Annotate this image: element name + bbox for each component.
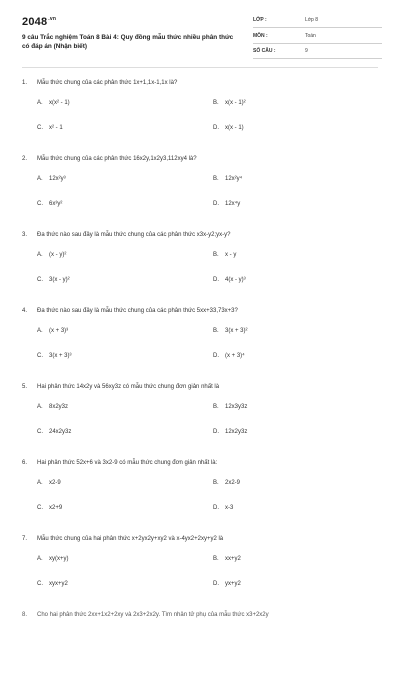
option-a[interactable] bbox=[37, 404, 68, 410]
question-list bbox=[22, 78, 382, 686]
option-c[interactable] bbox=[37, 277, 70, 283]
meta-value: Toán bbox=[305, 32, 316, 39]
option-b[interactable] bbox=[213, 100, 246, 106]
question-stem bbox=[22, 534, 382, 546]
question-text: Hai phân thức 14x2y và 56xy3z có mẫu thức chung đơn giản nhất là bbox=[37, 384, 220, 390]
option-letter: B. bbox=[213, 252, 219, 258]
question-text: Mẫu thức chung của các phân thức 16x2y,1x2y3,112xy4 là? bbox=[37, 156, 197, 162]
meta-value: Lớp 8 bbox=[305, 17, 319, 23]
question-item bbox=[22, 458, 382, 534]
document-header bbox=[22, 16, 382, 58]
option-text: (x + 3)⁴ bbox=[225, 353, 245, 359]
question-number: 2. bbox=[22, 156, 28, 162]
option-d[interactable] bbox=[213, 581, 241, 587]
option-letter: C. bbox=[37, 505, 43, 511]
option-a[interactable] bbox=[37, 100, 70, 106]
question-item-partial bbox=[22, 610, 382, 686]
question-item bbox=[22, 230, 382, 306]
option-text: x(x - 1) bbox=[225, 125, 244, 131]
question-stem bbox=[22, 610, 382, 622]
option-text: x(x² - 1) bbox=[49, 100, 70, 106]
option-d[interactable] bbox=[213, 201, 240, 207]
meta-value: 9 bbox=[305, 48, 308, 54]
option-text: 2x2-9 bbox=[225, 480, 241, 486]
option-b[interactable] bbox=[213, 252, 236, 258]
option-a[interactable] bbox=[37, 328, 68, 334]
option-text: 3(x + 3)³ bbox=[49, 353, 72, 359]
option-letter: D. bbox=[213, 581, 219, 587]
option-text: 3(x + 3)² bbox=[225, 328, 248, 334]
option-d[interactable] bbox=[213, 353, 245, 359]
question-number: 8. bbox=[22, 612, 28, 618]
option-letter: C. bbox=[37, 201, 43, 207]
option-d[interactable] bbox=[213, 429, 247, 435]
question-stem bbox=[22, 230, 382, 242]
meta-row-subject bbox=[253, 32, 382, 44]
option-c[interactable] bbox=[37, 201, 62, 207]
question-stem bbox=[22, 78, 382, 90]
meta-row-class bbox=[253, 16, 382, 28]
question-number: 6. bbox=[22, 460, 28, 466]
option-letter: D. bbox=[213, 429, 219, 435]
option-text: 12x²y⁴ bbox=[225, 176, 243, 182]
option-text: 6x³y² bbox=[49, 201, 63, 207]
option-b[interactable] bbox=[213, 556, 241, 562]
option-letter: D. bbox=[213, 277, 219, 283]
meta-row-count bbox=[253, 47, 382, 59]
option-text: 3(x - y)² bbox=[49, 277, 70, 283]
option-letter: D. bbox=[213, 353, 219, 359]
option-letter: B. bbox=[213, 100, 219, 106]
question-item bbox=[22, 306, 382, 382]
question-text: Đa thức nào sau đây là mẫu thức chung của các phân thức 5xx+33,73x+3? bbox=[37, 308, 238, 314]
option-letter: D. bbox=[213, 201, 219, 207]
option-letter: A. bbox=[37, 556, 43, 562]
option-b[interactable] bbox=[213, 480, 240, 486]
option-text: x2-9 bbox=[49, 480, 61, 486]
option-letter: B. bbox=[213, 556, 219, 562]
question-number: 1. bbox=[22, 80, 28, 86]
option-letter: B. bbox=[213, 480, 219, 486]
option-letter: D. bbox=[213, 125, 219, 131]
question-text: Đa thức nào sau đây là mẫu thức chung của các phân thức x3x-y2;yx-y? bbox=[37, 232, 231, 238]
option-text: 12x3y3z bbox=[225, 404, 248, 410]
question-item bbox=[22, 534, 382, 610]
question-number: 5. bbox=[22, 384, 28, 390]
option-d[interactable] bbox=[213, 125, 244, 131]
option-letter: C. bbox=[37, 277, 43, 283]
question-number: 3. bbox=[22, 232, 28, 238]
option-b[interactable] bbox=[213, 176, 242, 182]
option-letter: C. bbox=[37, 353, 43, 359]
option-b[interactable] bbox=[213, 404, 247, 410]
document-title: 9 câu Trắc nghiệm Toán 8 Bài 4: Quy đồng mẫu thức nhiều phân thức có đáp án (Nhận biết) bbox=[22, 34, 234, 50]
option-c[interactable] bbox=[37, 353, 72, 359]
meta-label: SỐ CÂU : bbox=[253, 48, 276, 54]
question-stem bbox=[22, 154, 382, 166]
logo-tld: .vn bbox=[48, 16, 57, 23]
option-letter: C. bbox=[37, 581, 43, 587]
option-text: yx+y2 bbox=[225, 581, 241, 587]
option-text: 12x⁴y bbox=[225, 201, 241, 207]
option-letter: D. bbox=[213, 505, 219, 511]
option-text: x2+9 bbox=[49, 505, 63, 511]
option-letter: A. bbox=[37, 252, 43, 258]
site-logo[interactable] bbox=[22, 16, 56, 28]
question-text: Mẫu thức chung của các phân thức 1x+1,1x-1,1x là? bbox=[37, 80, 178, 86]
option-text: x² - 1 bbox=[49, 125, 63, 131]
option-text: x-3 bbox=[225, 505, 234, 511]
option-c[interactable] bbox=[37, 429, 71, 435]
option-letter: B. bbox=[213, 176, 219, 182]
option-letter: A. bbox=[37, 480, 43, 486]
option-text: xyx+y2 bbox=[49, 581, 68, 587]
header-divider bbox=[22, 67, 378, 68]
option-letter: C. bbox=[37, 125, 43, 131]
logo-text: 2048 bbox=[22, 16, 48, 28]
question-item bbox=[22, 78, 382, 154]
option-c[interactable] bbox=[37, 125, 63, 131]
question-item bbox=[22, 382, 382, 458]
meta-panel bbox=[253, 16, 382, 63]
option-text: (x + 3)³ bbox=[49, 328, 69, 334]
option-d[interactable] bbox=[213, 505, 233, 511]
option-letter: A. bbox=[37, 176, 43, 182]
option-d[interactable] bbox=[213, 277, 246, 283]
question-stem bbox=[22, 458, 382, 470]
option-text: xy(x+y) bbox=[49, 556, 69, 562]
question-number: 4. bbox=[22, 308, 28, 314]
option-text: x(x - 1)² bbox=[225, 100, 246, 106]
option-text: x - y bbox=[225, 252, 237, 258]
option-text: 12x2y3z bbox=[225, 429, 248, 435]
question-stem bbox=[22, 382, 382, 394]
option-a[interactable] bbox=[37, 480, 61, 486]
option-b[interactable] bbox=[213, 328, 248, 334]
option-a[interactable] bbox=[37, 176, 66, 182]
question-stem bbox=[22, 306, 382, 318]
option-text: 4(x - y)³ bbox=[225, 277, 246, 283]
option-text: (x - y)² bbox=[49, 252, 67, 258]
meta-label: MÔN : bbox=[253, 32, 268, 39]
option-letter: B. bbox=[213, 328, 219, 334]
option-c[interactable] bbox=[37, 581, 68, 587]
option-a[interactable] bbox=[37, 556, 69, 562]
question-text: Hai phân thức 52x+6 và 3x2-9 có mẫu thức chung đơn giản nhất là: bbox=[37, 460, 218, 466]
option-text: xx+y2 bbox=[225, 556, 241, 562]
option-text: 24x2y3z bbox=[49, 429, 72, 435]
option-letter: A. bbox=[37, 404, 43, 410]
option-letter: B. bbox=[213, 404, 219, 410]
option-text: 12x²y³ bbox=[49, 176, 66, 182]
option-text: 8x2y3z bbox=[49, 404, 69, 410]
question-item bbox=[22, 154, 382, 230]
option-letter: C. bbox=[37, 429, 43, 435]
option-a[interactable] bbox=[37, 252, 66, 258]
meta-label: LỚP : bbox=[253, 17, 267, 23]
option-c[interactable] bbox=[37, 505, 62, 511]
question-text: Cho hai phân thức 2xx+1x2+2xy và 2x3+2x2y. Tìm nhân tử phụ của mẫu thức x3+2x2y bbox=[37, 612, 269, 618]
question-text: Mẫu thức chung của hai phân thức x+2yx2y+xy2 và x-4yx2+2xy+y2 là bbox=[37, 536, 224, 542]
option-letter: A. bbox=[37, 328, 43, 334]
option-letter: A. bbox=[37, 100, 43, 106]
question-number: 7. bbox=[22, 536, 28, 542]
